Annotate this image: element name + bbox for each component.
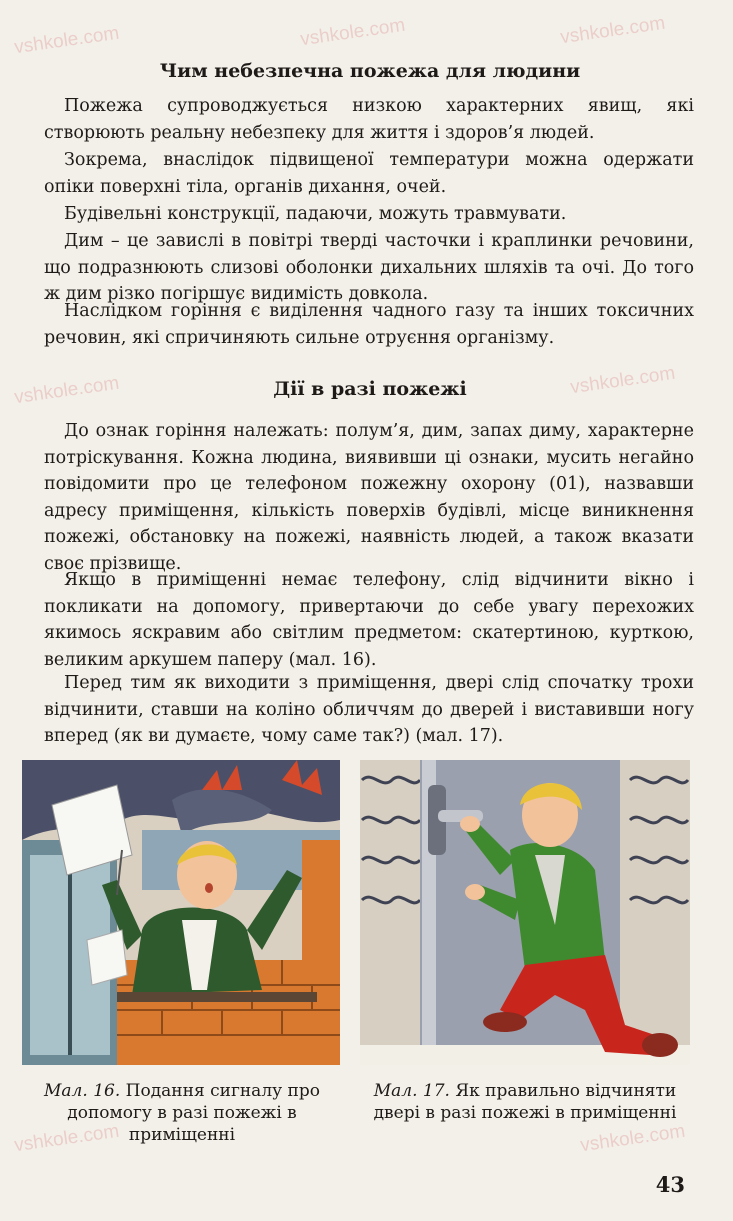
figure-16-text: Подання сигналу про допомогу в разі пожежі в приміщенні [67,1081,320,1145]
paragraph: До ознак горіння належать: полум’я, дим, запах диму, характерне потріскування. Кожна людина, виявивши ці ознаки, мусить негайно повідомити про це телефоном пожежну охорону (01), назвавши адресу приміщення, кількість поверхів будівлі, місце виникнення пожежі, обстановку на пожежі, наявність людей, а також вказати своє прізвище. [44,421,694,574]
figure-16-caption [22,1080,342,1146]
watermark: vshkole.com [558,12,667,49]
watermark: vshkole.com [12,1120,121,1157]
watermark: vshkole.com [578,1120,687,1157]
paragraph: Якщо в приміщенні немає телефону, слід відчинити вікно і покликати на допомогу, привертаючи до себе увагу перехожих якимось яскравим або світлим предметом: скатертиною, курткою, великим аркушем паперу (мал. 16). [44,570,694,670]
figure-17-illustration [360,760,690,1065]
watermark: vshkole.com [568,362,677,399]
figure-17-text: Як правильно відчиняти двері в разі пожежі в приміщенні [373,1081,677,1123]
paragraph: Наслідком горіння є виділення чадного газу та інших токсичних речовин, які спричиняють сильне отруєння організму. [44,301,694,348]
figure-16-label: Мал. 16. [44,1081,121,1101]
paragraph: Дим – це завислі в повітрі тверді часточки і краплинки речовини, що подразнюють слизові оболонки дихальних шляхів та очі. До того ж дим різко погіршує видимість довкола. [44,231,694,304]
page-number: 43 [655,1172,685,1197]
figure-17-caption [360,1080,690,1124]
paragraph: Пожежа супроводжується низкою характерних явищ, які створюють реальну небезпеку для життя і здоров’я людей. [44,96,694,143]
paragraph: Будівельні конструкції, падаючи, можуть травмувати. [64,204,567,224]
watermark: vshkole.com [12,372,121,409]
boy-opening-door-illustration [360,760,690,1065]
section-heading: Чим небезпечна пожежа для людини [159,60,581,82]
paragraph: Зокрема, внаслідок підвищеної температури можна одержати опіки поверхні тіла, органів дихання, очей. [44,150,694,197]
boy-waving-from-window-illustration [22,760,340,1065]
figure-16-illustration [22,760,340,1065]
section-heading: Дії в разі пожежі [273,378,467,400]
watermark: vshkole.com [12,22,121,59]
figure-17-label: Мал. 17. [373,1081,450,1101]
paragraph: Перед тим як виходити з приміщення, двері слід спочатку трохи відчинити, ставши на коліно обличчям до дверей і виставивши ногу вперед (як ви думаєте, чому саме так?) (мал. 17). [44,673,694,746]
watermark: vshkole.com [298,14,407,51]
